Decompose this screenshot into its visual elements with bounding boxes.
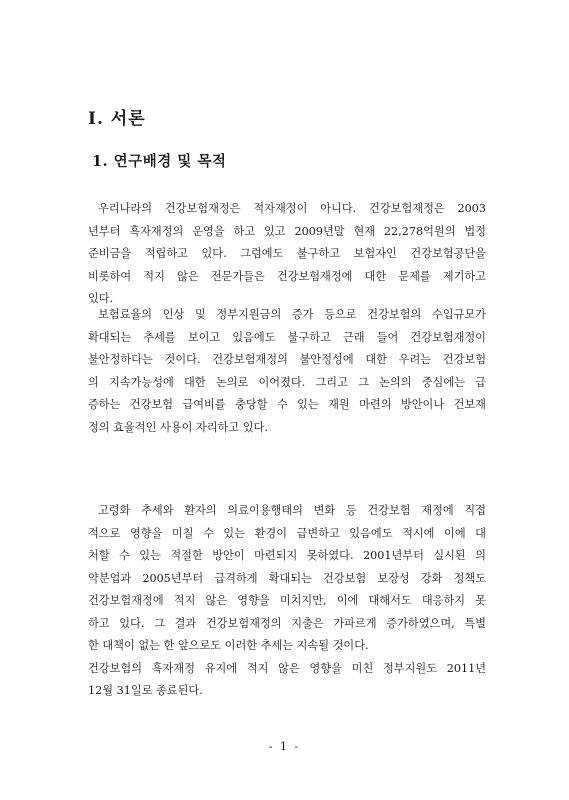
paragraph-line: 고령화 추세와 환자의 의료이용행태의 변화 등 건강보험 재정에 직접	[98, 504, 486, 517]
paragraph-line: 보험료율의 인상 및 정부지원금의 증가 등으로 건강보험의 수입규모가	[98, 308, 486, 321]
paragraph	[88, 198, 486, 311]
paragraph-line: 한 대책이 없는 한 앞으로도 이러한 추세는 지속될 것이다.	[88, 639, 369, 652]
section-title: 1. 연구배경 및 목적	[92, 153, 227, 170]
paragraph-line: 불안정하다는 것이다. 건강보험재정의 불안정성에 대한 우려는 건강보험	[88, 353, 486, 366]
paragraph-line: 증하는 건강보험 급여비를 충당할 수 있는 재원 마련의 방안이나 건보재	[88, 398, 486, 411]
paragraph-line: 12월 31일로 종료된다.	[88, 684, 203, 697]
paragraph	[88, 500, 486, 703]
paragraph-line: 확대되는 추세를 보이고 있음에도 불구하고 근래 들어 건강보험재정이	[88, 330, 486, 344]
paragraph-line: 준비금을 적립하고 있다. 그럼에도 불구하고 보험자인 건강보험공단을	[88, 247, 486, 260]
paragraph-line: 년부터 흑자재정의 운영을 하고 있고 2009년말 현재 22,278억원의 법정	[88, 224, 486, 238]
paragraph-line: 우리나라의 건강보험재정은 적자재정이 아니다. 건강보험재정은 2003	[98, 202, 486, 215]
paragraph-line: 있다.	[88, 292, 114, 305]
paragraph-line: 정의 효율적인 사용이 자리하고 있다.	[88, 420, 268, 434]
paragraph-line: 약분업과 2005년부터 급격하게 확대되는 건강보험 보장성 강화 정책도	[88, 571, 486, 585]
paragraph-line: 하고 있다. 그 결과 건강보험재정의 지출은 가파르게 증가하였으며, 특별	[88, 616, 486, 630]
page-number: - 1 -	[268, 740, 301, 753]
paragraph-line: 비롯하여 적지 않은 전문가들은 건강보험재정에 대한 문제를 제기하고	[88, 269, 486, 283]
paragraph-line: 건강보험재정에 적지 않은 영향을 미치지만, 이에 대해서도 대응하지 못	[88, 594, 486, 607]
paragraph-line: 건강보험의 흑자재정 유지에 적지 않은 영향을 미친 정부지원도 2011년	[88, 661, 486, 675]
chapter-title: Ⅰ. 서론	[88, 109, 146, 129]
paragraph-line: 적으로 영향을 미칠 수 있는 환경이 급변하고 있음에도 적시에 이에 대	[88, 526, 486, 540]
paragraph-line: 의 지속가능성에 대한 논의로 이어졌다. 그리고 그 논의의 중심에는 급	[88, 375, 486, 389]
paragraph	[88, 304, 486, 439]
paragraph-line: 처할 수 있는 적절한 방안이 마련되지 못하였다. 2001년부터 실시된 의	[88, 549, 486, 562]
